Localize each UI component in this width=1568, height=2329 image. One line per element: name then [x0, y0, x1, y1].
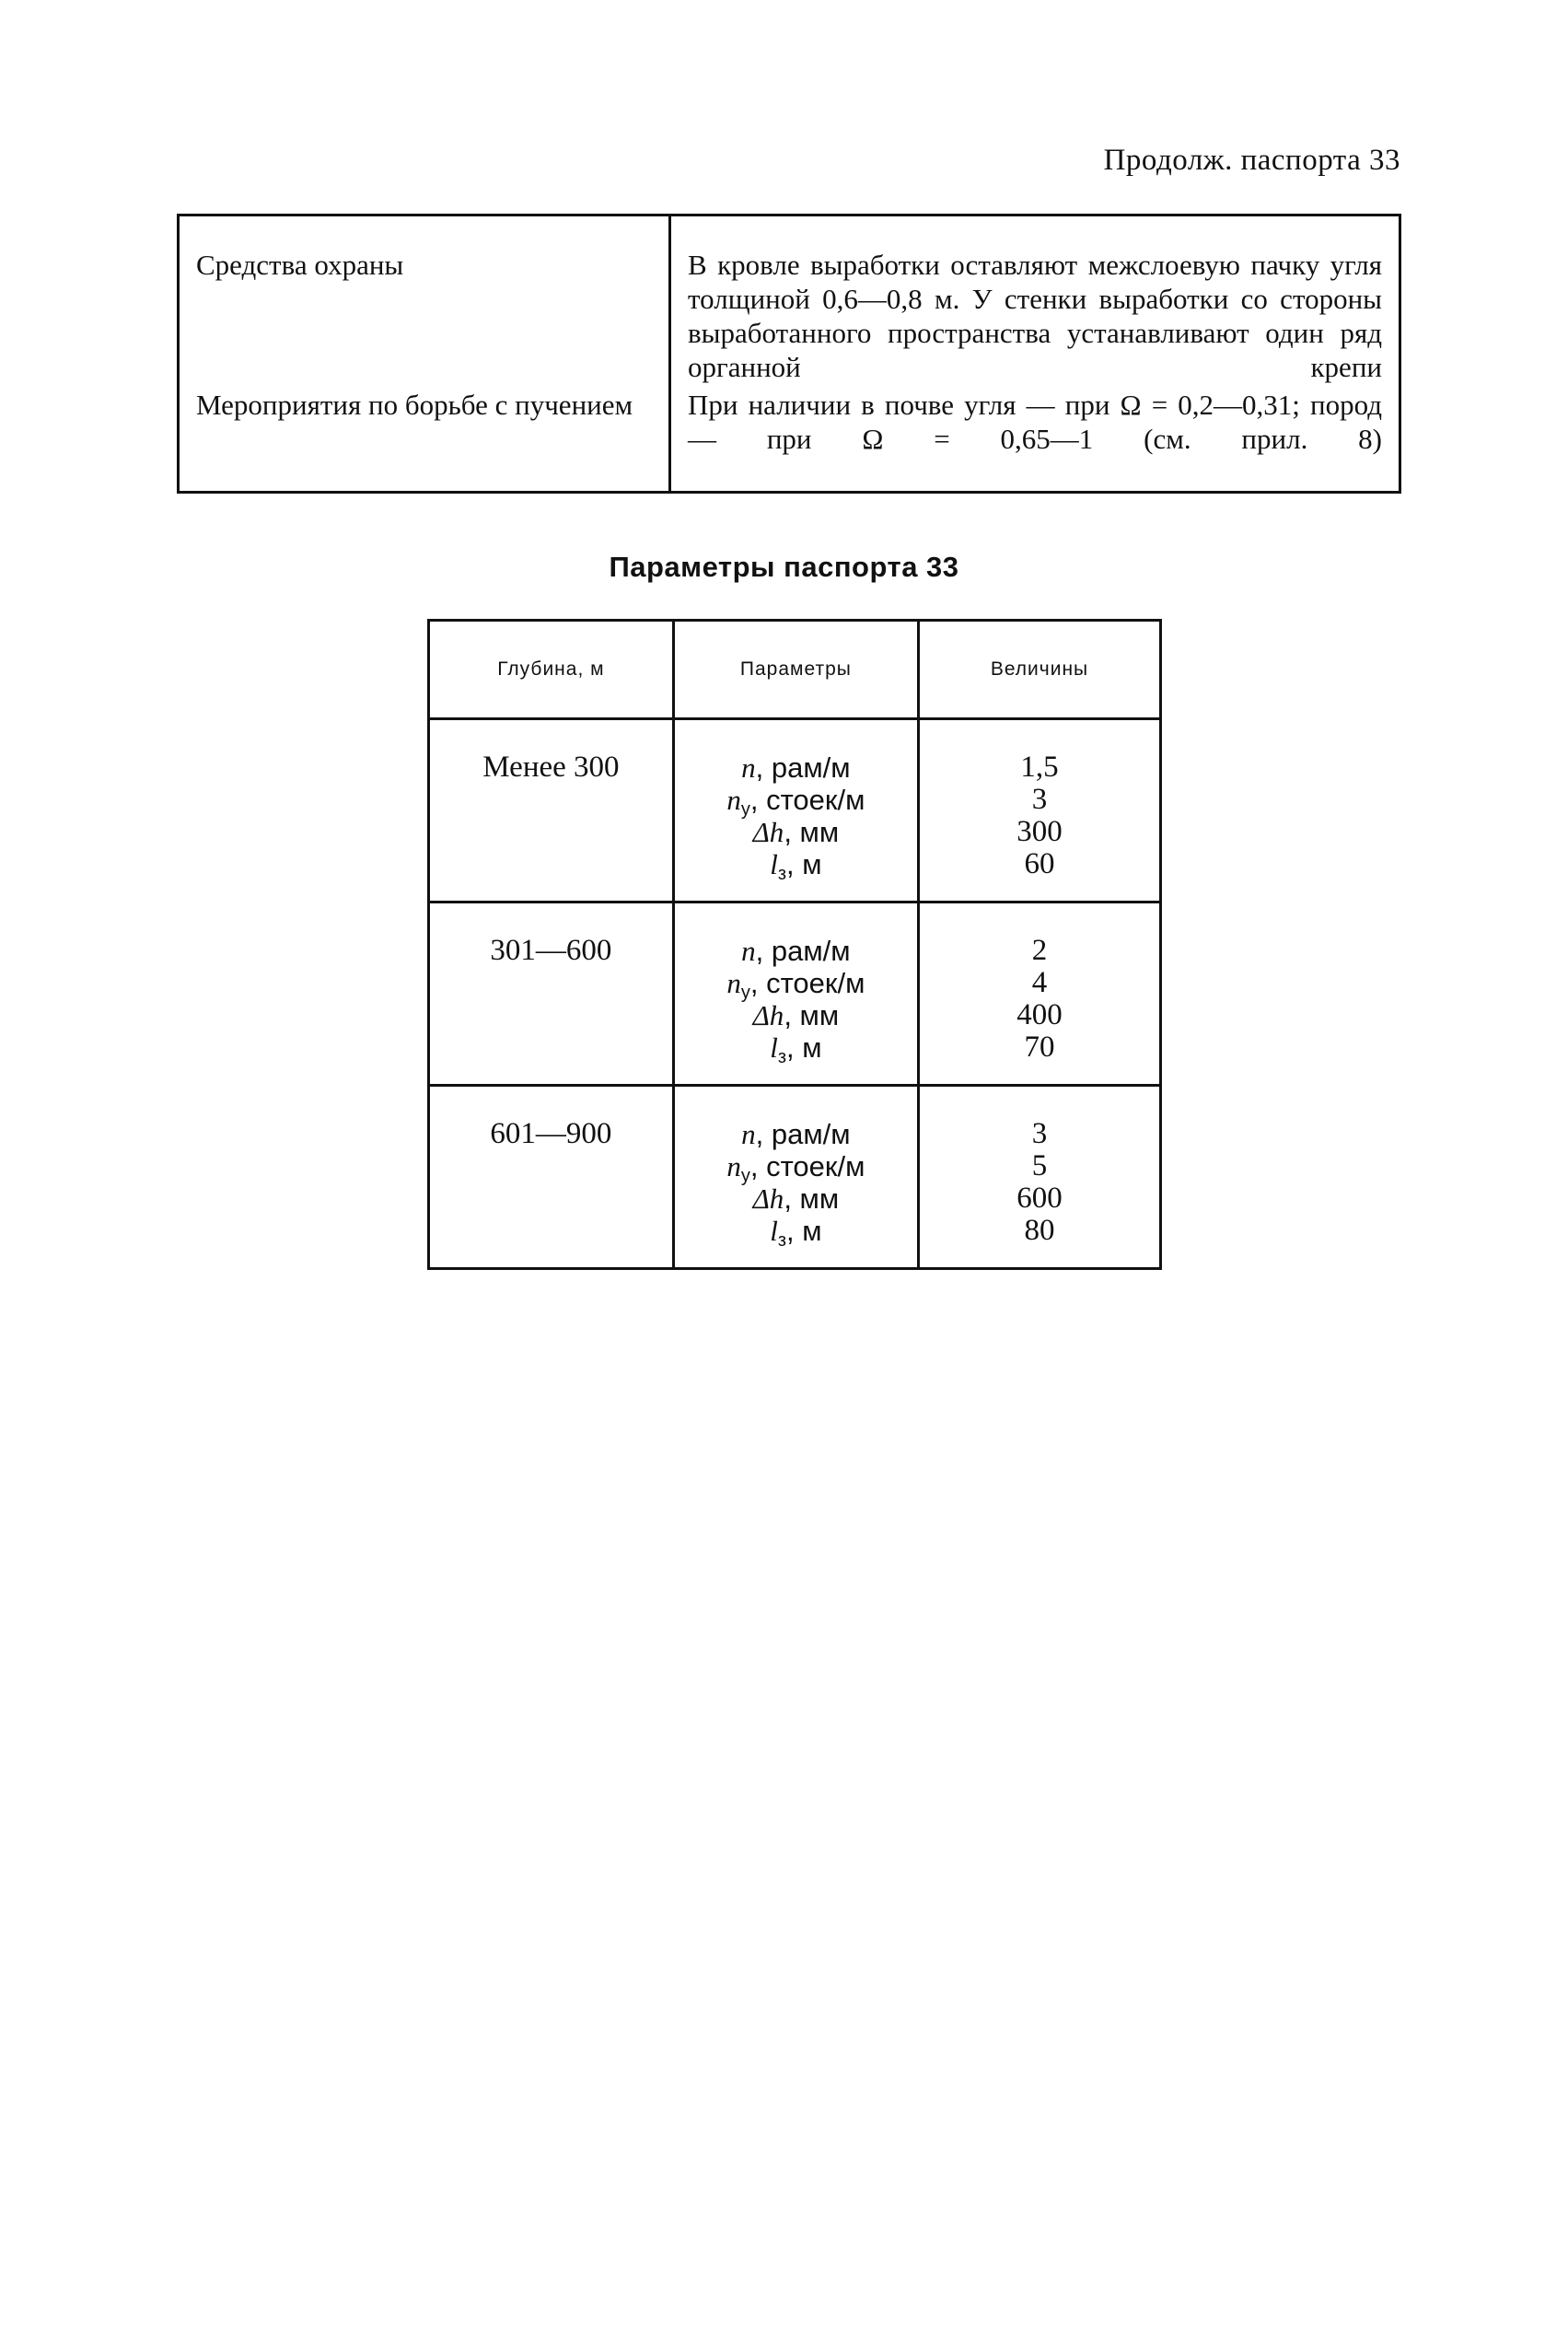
section-title: Параметры паспорта 33 [609, 551, 959, 583]
column-header-values: Величины [918, 621, 1160, 719]
header-row [429, 621, 1161, 719]
depth-cell: Менее 300 [429, 719, 674, 902]
value-n: 3 [1031, 1117, 1048, 1150]
depth-cell: 301—600 [429, 902, 674, 1086]
table-row [179, 388, 1400, 493]
param-ny: $n_у$, стоек/м [726, 784, 865, 820]
table-row [429, 1086, 1161, 1269]
value-ny: 5 [1031, 1149, 1048, 1182]
values-cell [918, 1086, 1160, 1269]
param-l: $l_з$, м [770, 1031, 822, 1067]
value-n: 2 [1031, 934, 1048, 967]
param-n: n, рам/м [741, 1118, 851, 1150]
row-label: Средства охраны [179, 215, 670, 389]
values-cell [918, 902, 1160, 1086]
value-dh: 600 [1016, 1182, 1063, 1215]
parameters-table [427, 619, 1162, 1270]
value-l: 60 [1024, 847, 1055, 880]
row-label: Мероприятия по борьбе с пучением [179, 388, 670, 493]
values-cell [918, 719, 1160, 902]
param-dh: Δh, мм [752, 999, 840, 1031]
param-n: n, рам/м [741, 751, 851, 784]
value-dh: 400 [1016, 998, 1063, 1031]
param-ny: $n_у$, стоек/м [726, 967, 865, 1003]
continuation-label: Продолж. паспорта 33 [1103, 144, 1400, 177]
parameters-cell [673, 902, 918, 1086]
depth-cell: 601—900 [429, 1086, 674, 1269]
value-dh: 300 [1016, 815, 1063, 848]
parameters-cell [673, 719, 918, 902]
value-l: 80 [1024, 1214, 1055, 1247]
param-n: n, рам/м [741, 935, 851, 967]
table-row [429, 902, 1161, 1086]
param-dh: Δh, мм [752, 816, 840, 848]
column-header-depth: Глубина, м [429, 621, 674, 719]
table-row [429, 719, 1161, 902]
value-n: 1,5 [1020, 751, 1059, 784]
parameters-cell [673, 1086, 918, 1269]
value-l: 70 [1024, 1031, 1055, 1064]
param-l: $l_з$, м [770, 848, 822, 884]
table-row [179, 215, 1400, 389]
param-ny: $n_у$, стоек/м [726, 1150, 865, 1186]
row-text: При наличии в почве угля — при Ω = 0,2—0,31; пород — при Ω = 0,65—1 (см. прил. 8) [670, 388, 1400, 493]
row-text: В кровле выработки оставляют межслоевую пачку угля толщиной 0,6—0,8 м. У стенки выработки со стороны выработанного пространства устанавливают один ряд органной крепи [670, 215, 1400, 389]
param-l: $l_з$, м [770, 1215, 822, 1251]
protection-table [177, 214, 1401, 494]
param-dh: Δh, мм [752, 1182, 840, 1215]
column-header-parameters: Параметры [673, 621, 918, 719]
value-ny: 4 [1031, 966, 1048, 999]
value-ny: 3 [1031, 783, 1048, 816]
